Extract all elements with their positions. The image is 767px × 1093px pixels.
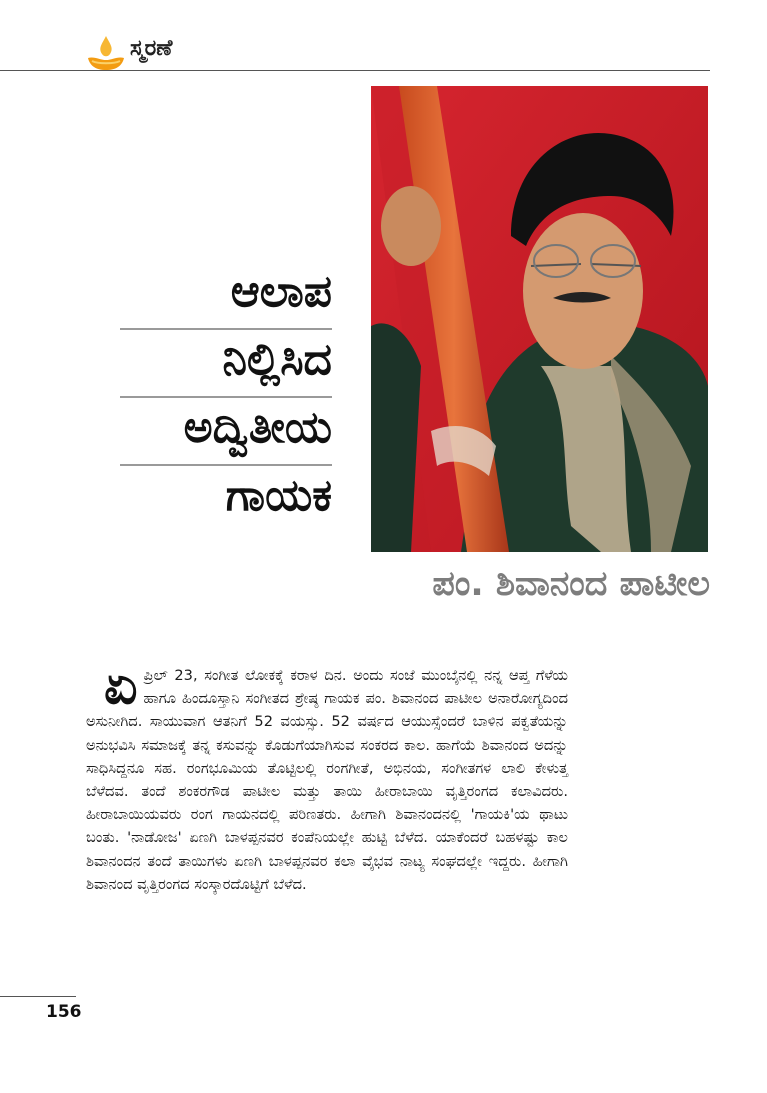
oil-lamp-icon — [84, 34, 128, 74]
page-number: 156 — [46, 1002, 82, 1022]
title-line-4: ಗಾಯಕ — [225, 470, 332, 521]
article-title — [120, 262, 332, 532]
footer-rule — [0, 996, 76, 997]
article-paragraph: ಪ್ರಿಲ್ 23, ಸಂಗೀತ ಲೋಕಕ್ಕೆ ಕರಾಳ ದಿನ. ಅಂದು ಸಂಜೆ ಮುಂಬೈನಲ್ಲಿ ನನ್ನ ಆಪ್ತ ಗೆಳೆಯ ಹಾಗೂ ಹಿಂದೂಸ್ತಾನಿ ಸಂಗೀತದ ಶ್ರೇಷ್ಠ ಗಾಯಕ ಪಂ. ಶಿವಾನಂದ ಪಾಟೀಲ ಅನಾರೋಗ್ಯದಿಂದ ಅಸುನೀಗಿದ. ಸಾಯುವಾಗ ಆತನಿಗೆ 52 ವಯಸ್ಸು. 52 ವರ್ಷದ ಆಯುಸ್ಸೆಂದರೆ ಬಾಳಿನ ಪಕ್ವತೆಯನ್ನು ಅನುಭವಿಸಿ ಸಮಾಜಕ್ಕೆ ತನ್ನ ಕಸುವನ್ನು ಕೊಡುಗೆಯಾಗಿಸುವ ಸಂಕರದ ಕಾಲ. ಹಾಗೆಯೆ ಶಿವಾನಂದ ಅದನ್ನು ಸಾಧಿಸಿದ್ದನೂ ಸಹ. ರಂಗಭೂಮಿಯ ತೊಟ್ಟಿಲಲ್ಲಿ ರಂಗಗೀತೆ, ಅಭಿನಯ, ಸಂಗೀತಗಳ ಲಾಲಿ ಕೇಳುತ್ತ ಬೆಳೆದವ. ತಂದೆ ಶಂಕರಗೌಡ ಪಾಟೀಲ ಮತ್ತು ತಾಯಿ ಹೀರಾಬಾಯಿ ವೃತ್ತಿರಂಗದ ಕಲಾವಿದರು. ಹೀರಾಬಾಯಿಯವರು ರಂಗ ಗಾಯನದಲ್ಲಿ ಪರಿಣತರು. ಹೀಗಾಗಿ ಶಿವಾನಂದನಲ್ಲಿ 'ಗಾಯಕಿ'ಯ ಥಾಟು ಬಂತು. 'ನಾಡೋಜ' ಏಣಗಿ ಬಾಳಪ್ಪನವರ ಕಂಪೆನಿಯಲ್ಲೇ ಹುಟ್ಟಿ ಬೆಳೆದ. ಯಾಕೆಂದರೆ ಬಹಳಷ್ಟು ಕಾಲ ಶಿವಾನಂದನ ತಂದೆ ತಾಯಿಗಳು ಏಣಗಿ ಬಾಳಪ್ಪನವರ ಕಲಾ ವೈಭವ ನಾಟ್ಯ ಸಂಘದಲ್ಲೇ ಇದ್ದರು. ಹೀಗಾಗಿ ಶಿವಾನಂದ ವೃತ್ತಿರಂಗದ ಸಂಸ್ಕಾರದೊಟ್ಟಿಗೆ ಬೆಳೆದ. — [86, 667, 568, 893]
title-line-3: ಅದ್ವಿತೀಯ — [120, 398, 332, 466]
title-line-2: ನಿಲ್ಲಿಸಿದ — [120, 330, 332, 398]
section-title: ಸ್ಮರಣೆ — [130, 36, 173, 61]
singer-portrait-photo — [371, 86, 708, 552]
header-rule — [0, 70, 710, 71]
title-line-1: ಆಲಾಪ — [120, 262, 332, 330]
article-body — [86, 656, 568, 896]
drop-cap: ಏ — [104, 656, 138, 716]
page-header — [0, 28, 710, 74]
person-name: ಪಂ. ಶಿವಾನಂದ ಪಾಟೀಲ — [432, 564, 710, 604]
